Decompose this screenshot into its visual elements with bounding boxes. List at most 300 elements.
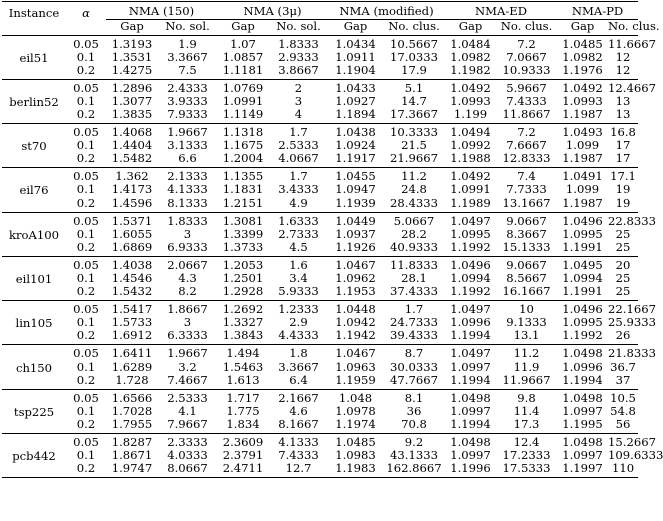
table-cell: 1.2004: [222, 151, 264, 166]
table-cell: 5.1: [383, 79, 445, 95]
table-cell: 1.8671: [111, 448, 153, 463]
table-cell: 7.9333: [167, 106, 208, 121]
alpha-value: 0.1: [76, 359, 96, 374]
table-cell: 5.9333: [278, 284, 319, 299]
table-cell: 1.0498: [557, 389, 608, 405]
table-cell: 1.3733: [222, 239, 264, 254]
table-cell: 1.0995: [562, 226, 603, 241]
table-cell: 16.8: [608, 124, 638, 140]
table-cell: 4.6: [289, 403, 308, 418]
table-cell: 1.2151: [222, 195, 264, 210]
table-cell: 1.1992: [562, 328, 603, 343]
table-cell: 1.728: [115, 372, 149, 387]
table-cell: 1.7: [383, 301, 445, 317]
table-cell: 12: [615, 62, 631, 77]
alpha-header: α: [66, 2, 106, 36]
table-cell: 1.0927: [335, 93, 376, 108]
table-cell: 1.6566: [106, 389, 158, 405]
table-cell: 1.7955: [111, 416, 153, 431]
table-cell: 1.0434: [335, 36, 376, 51]
table-cell: 1.1988: [450, 151, 491, 166]
table-cell: 9.1333: [506, 315, 547, 330]
table-cell: 3.9333: [167, 93, 208, 108]
table-cell: 13: [615, 93, 631, 108]
table-cell: 1.0937: [335, 226, 376, 241]
table-cell: 1.3077: [111, 93, 153, 108]
table-row: [2, 212, 638, 228]
table-cell: 4.4333: [278, 328, 319, 343]
alpha-value: 0.05: [66, 212, 106, 228]
results-table: [2, 1, 663, 478]
table-cell: 2.0667: [158, 256, 217, 272]
table-cell: 1.5417: [106, 301, 158, 317]
table-cell: 1.0497: [445, 301, 496, 317]
alpha-value: 0.2: [76, 239, 96, 254]
table-cell: 1.6289: [111, 359, 153, 374]
table-cell: 1.0449: [328, 212, 383, 228]
table-cell: 21.9667: [390, 151, 438, 166]
table-cell: 1.0498: [445, 389, 496, 405]
table-cell: 1.1995: [562, 416, 603, 431]
table-cell: 1.0982: [450, 49, 491, 64]
table-cell: 2.3609: [217, 434, 269, 450]
table-cell: 1.0484: [450, 36, 491, 51]
table-cell: 1.4546: [111, 271, 153, 285]
table-row: [2, 418, 638, 434]
table-cell: 2.9333: [278, 49, 319, 64]
table-cell: 10.5: [608, 389, 638, 405]
table-cell: 1.7: [269, 168, 328, 184]
table-cell: 1.1994: [562, 372, 603, 387]
table-cell: 1.1991: [562, 284, 603, 299]
table-row: [2, 361, 638, 374]
table-cell: 15.1333: [502, 239, 551, 254]
group-header-nma-ed: NMA-ED: [445, 2, 557, 20]
table-cell: 1.362: [106, 168, 158, 184]
table-cell: 2.4333: [158, 79, 217, 95]
table-cell: 1.1904: [335, 62, 376, 77]
alpha-value: 0.1: [76, 49, 96, 64]
instance-name: eil101: [2, 256, 66, 300]
table-cell: 8.1333: [167, 195, 208, 210]
table-cell: 8.5667: [506, 271, 547, 285]
table-cell: 28.4333: [390, 195, 438, 210]
alpha-value: 0.05: [66, 345, 106, 361]
table-cell: 1.4038: [106, 256, 158, 272]
table-cell: 1.6: [269, 256, 328, 272]
table-cell: 17: [615, 138, 631, 153]
table-cell: 17.9: [401, 62, 427, 77]
table-cell: 1.0497: [445, 212, 496, 228]
table-cell: 1.494: [217, 345, 269, 361]
table-cell: 1.0498: [557, 345, 608, 361]
sub-header: No. clus.: [388, 19, 440, 33]
instance-header: Instance: [2, 2, 66, 36]
alpha-value: 0.05: [66, 168, 106, 184]
table-cell: 1.4596: [111, 195, 153, 210]
table-cell: 1.0991: [222, 93, 264, 108]
table-cell: 1.1926: [335, 239, 376, 254]
table-row: [2, 168, 638, 184]
table-cell: 3.4333: [278, 182, 319, 197]
table-cell: 1.0467: [328, 345, 383, 361]
table-cell: 3.4: [289, 271, 308, 285]
table-cell: 25: [615, 271, 631, 285]
table-cell: 15.2667: [608, 435, 656, 450]
table-cell: 1.3843: [222, 328, 264, 343]
table-row: [2, 241, 638, 257]
instance-name: lin105: [2, 301, 66, 345]
table-cell: 2.5333: [158, 389, 217, 405]
alpha-value: 0.2: [76, 461, 96, 476]
table-cell: 1.07: [230, 36, 256, 51]
table-row: [2, 256, 638, 272]
table-cell: 7.6667: [506, 138, 547, 153]
table-cell: 56: [615, 416, 631, 431]
table-row: [2, 51, 638, 64]
table-cell: 28.2: [401, 226, 427, 241]
table-cell: 9.2: [383, 434, 445, 450]
table-cell: 47.7667: [390, 372, 438, 387]
table-cell: 1.0997: [450, 359, 491, 374]
table-cell: 1.0997: [450, 403, 491, 418]
table-row: [2, 152, 638, 168]
table-header: [2, 2, 660, 36]
table-cell: 1.0924: [335, 138, 376, 153]
alpha-value: 0.1: [76, 93, 96, 108]
table-cell: 1.3081: [217, 212, 269, 228]
table-cell: 4.1333: [269, 434, 328, 450]
table-cell: 1.1997: [562, 461, 603, 476]
table-cell: 1.6411: [106, 345, 158, 361]
table-cell: 6.9333: [167, 239, 208, 254]
table-row: [2, 108, 638, 124]
table-cell: 2.3791: [222, 448, 264, 463]
table-cell: 1.6055: [111, 226, 153, 241]
table-cell: 1.8: [269, 345, 328, 361]
table-cell: 1.1831: [222, 182, 264, 197]
table-cell: 1.1181: [222, 62, 264, 77]
table-cell: 1.0991: [450, 182, 491, 197]
table-row: [2, 183, 638, 196]
table-cell: 1.4404: [111, 138, 153, 153]
table-cell: 1.4068: [106, 124, 158, 140]
table-cell: 25: [615, 284, 631, 299]
table-cell: 6.4: [289, 372, 308, 387]
table-cell: 1.8667: [158, 301, 217, 317]
table-cell: 1.775: [226, 403, 260, 418]
alpha-value: 0.2: [76, 195, 96, 210]
table-cell: 1.0996: [450, 315, 491, 330]
table-cell: 1.2928: [222, 284, 264, 299]
table-cell: 54.8: [610, 403, 636, 418]
table-cell: 1.0495: [557, 256, 608, 272]
table-cell: 1.0995: [450, 226, 491, 241]
table-cell: 9.0667: [496, 256, 557, 272]
table-cell: 11.2: [496, 345, 557, 361]
table-cell: 1.0485: [328, 434, 383, 450]
alpha-value: 0.05: [66, 434, 106, 450]
table-cell: 1.0857: [222, 49, 264, 64]
table-cell: 1.0911: [335, 49, 376, 64]
table-cell: 30.0333: [390, 359, 438, 374]
table-cell: 8.2: [178, 284, 197, 299]
table-cell: 7.7333: [506, 182, 547, 197]
table-cell: 1.1982: [450, 62, 491, 77]
table-cell: 1.0995: [562, 315, 603, 330]
table-row: [2, 329, 638, 345]
table-cell: 6.6: [178, 151, 197, 166]
alpha-value: 0.2: [76, 284, 96, 299]
table-cell: 1.6869: [111, 239, 153, 254]
table-cell: 22.8333: [608, 213, 656, 228]
table-cell: 19: [615, 195, 631, 210]
table-cell: 1.0485: [562, 36, 603, 51]
table-cell: 8.1667: [278, 416, 319, 431]
table-cell: 1.6912: [111, 328, 153, 343]
table-cell: 4.5: [289, 239, 308, 254]
table-cell: 2.4711: [222, 461, 264, 476]
table-cell: 13.1667: [502, 195, 551, 210]
table-cell: 8.0667: [167, 461, 208, 476]
table-cell: 4.0333: [167, 448, 208, 463]
table-cell: 17.0333: [390, 49, 438, 64]
table-cell: 25: [615, 226, 631, 241]
table-cell: 11.6667: [608, 36, 656, 51]
table-row: [2, 64, 638, 80]
table-cell: 2.7333: [278, 226, 319, 241]
table-cell: 11.8333: [383, 256, 445, 272]
sub-header: Gap: [343, 19, 368, 33]
table-cell: 26: [615, 328, 631, 343]
table-cell: 1.4275: [111, 62, 153, 77]
table-cell: 7.4333: [506, 93, 547, 108]
table-cell: 1.5371: [106, 212, 158, 228]
table-cell: 1.1994: [450, 328, 491, 343]
alpha-value: 0.1: [76, 138, 96, 153]
table-cell: 1.0993: [450, 93, 491, 108]
table-cell: 1.8333: [278, 36, 319, 51]
table-cell: 1.717: [217, 389, 269, 405]
table-cell: 3.8667: [278, 62, 319, 77]
sub-header: No. sol.: [165, 19, 210, 33]
table-cell: 4.1: [178, 403, 197, 418]
table-cell: 1.0438: [328, 124, 383, 140]
table-cell: 4.3: [178, 271, 197, 285]
table-cell: 11.4: [513, 403, 540, 418]
table-cell: 2.3333: [158, 434, 217, 450]
group-header-nma150: NMA (150): [106, 2, 217, 20]
table-cell: 1.0496: [445, 256, 496, 272]
table-row: [2, 79, 638, 95]
table-cell: 17.3: [513, 416, 540, 431]
table-cell: 1.1974: [335, 416, 376, 431]
table-cell: 20: [608, 256, 638, 272]
table-cell: 2: [269, 79, 328, 95]
table-cell: 36: [406, 403, 422, 418]
table-row: [2, 462, 638, 478]
table-cell: 1.0498: [445, 434, 496, 450]
group-header-nma3mu: NMA (3μ): [217, 2, 328, 20]
table-row: [2, 405, 638, 418]
table-cell: 1.0496: [557, 212, 608, 228]
table-row: [2, 374, 638, 390]
table-cell: 1.0455: [328, 168, 383, 184]
table-cell: 1.0433: [328, 79, 383, 95]
table-row: [2, 197, 638, 213]
table-cell: 19: [615, 182, 631, 197]
sub-header: Gap: [120, 19, 144, 33]
table-cell: 37: [615, 372, 631, 387]
table-cell: 3: [183, 315, 192, 330]
alpha-value: 0.1: [76, 315, 96, 330]
table-cell: 2.1667: [269, 389, 328, 405]
alpha-value: 0.05: [66, 389, 106, 405]
table-cell: 1.9747: [111, 461, 153, 476]
table-cell: 17.2333: [502, 448, 551, 463]
instance-name: eil76: [2, 168, 66, 212]
table-row: [2, 228, 638, 241]
table-cell: 2.5333: [278, 138, 319, 153]
table-cell: 1.4173: [111, 182, 153, 197]
table-cell: 17.3667: [390, 106, 438, 121]
table-cell: 3.2: [178, 359, 197, 374]
table-row: [2, 316, 638, 329]
table-cell: 1.1987: [562, 106, 603, 121]
table-cell: 11.9667: [502, 372, 551, 387]
table-cell: 21.5: [401, 138, 427, 153]
table-cell: 10.9333: [502, 62, 551, 77]
table-cell: 1.199: [453, 106, 488, 121]
table-cell: 1.1917: [335, 151, 376, 166]
table-cell: 2.1333: [158, 168, 217, 184]
table-cell: 1.3531: [111, 49, 153, 64]
sub-header: No. clus.: [500, 19, 553, 33]
table-cell: 1.0494: [445, 124, 496, 140]
alpha-value: 0.05: [73, 36, 99, 51]
instance-name: ch150: [2, 345, 66, 389]
table-cell: 1.0996: [562, 359, 603, 374]
table-cell: 1.2692: [217, 301, 269, 317]
table-cell: 1.0947: [335, 182, 376, 197]
table-cell: 1.1953: [335, 284, 376, 299]
table-cell: 1.1939: [335, 195, 376, 210]
table-cell: 1.2333: [269, 301, 328, 317]
table-cell: 5.0667: [383, 212, 445, 228]
alpha-value: 0.1: [76, 403, 96, 418]
table-cell: 1.613: [226, 372, 260, 387]
table-cell: 17: [615, 151, 631, 166]
table-cell: 12: [615, 49, 631, 64]
table-cell: 1.1942: [335, 328, 376, 343]
table-cell: 1.1992: [450, 239, 491, 254]
table-cell: 1.099: [565, 138, 600, 153]
table-cell: 1.0992: [450, 138, 491, 153]
table-cell: 1.9667: [158, 345, 217, 361]
table-cell: 1.7028: [111, 403, 153, 418]
table-cell: 1.0448: [328, 301, 383, 317]
table-cell: 13.1: [513, 328, 540, 343]
table-body: [2, 35, 663, 478]
table-cell: 1.1996: [450, 461, 491, 476]
table-cell: 16.1667: [502, 284, 551, 299]
table-cell: 1.1992: [450, 284, 491, 299]
table-cell: 1.1983: [335, 461, 376, 476]
table-cell: 1.048: [328, 389, 383, 405]
table-cell: 1.0997: [562, 403, 603, 418]
table-cell: 1.1318: [217, 124, 269, 140]
sub-header: No. clus.: [608, 19, 660, 33]
table-cell: 37.4333: [390, 284, 438, 299]
table-cell: 1.1994: [450, 416, 491, 431]
table-cell: 8.3667: [506, 226, 547, 241]
table-cell: 3: [294, 93, 303, 108]
table-cell: 110: [611, 461, 635, 476]
table-cell: 7.4: [496, 168, 557, 184]
alpha-value: 0.1: [76, 182, 96, 197]
table-cell: 1.0983: [335, 448, 376, 463]
sub-header: Gap: [458, 19, 483, 33]
table-cell: 3.3667: [278, 359, 319, 374]
table-row: [2, 301, 638, 317]
table-cell: 21.8333: [608, 346, 656, 361]
group-header-nma-modified: NMA (modified): [328, 2, 445, 20]
alpha-value: 0.2: [76, 106, 96, 121]
table-cell: 36.7: [610, 359, 636, 374]
table-cell: 1.1991: [562, 239, 603, 254]
group-header-nma-pd: NMA-PD: [557, 2, 638, 20]
table-cell: 1.7: [269, 124, 328, 140]
table-cell: 7.4667: [167, 372, 208, 387]
table-cell: 12.4667: [608, 80, 656, 95]
table-cell: 9.0667: [496, 212, 557, 228]
alpha-value: 0.1: [76, 226, 96, 241]
table-cell: 1.1976: [562, 62, 603, 77]
table-cell: 1.5733: [111, 315, 153, 330]
table-cell: 7.5: [178, 62, 197, 77]
table-cell: 7.2: [517, 36, 536, 51]
table-cell: 1.3399: [222, 226, 264, 241]
table-cell: 7.4333: [278, 448, 319, 463]
table-cell: 1.0997: [562, 448, 603, 463]
table-cell: 1.5463: [222, 359, 264, 374]
table-cell: 1.5432: [111, 284, 153, 299]
sub-header: Gap: [570, 19, 595, 33]
table-cell: 7.2: [496, 124, 557, 140]
table-cell: 1.0769: [217, 79, 269, 95]
alpha-value: 0.2: [76, 416, 96, 431]
instance-name: eil51: [19, 50, 49, 65]
table-cell: 9.8: [496, 389, 557, 405]
table-cell: 7.9667: [167, 416, 208, 431]
table-cell: 11.8667: [502, 106, 551, 121]
table-cell: 1.1959: [335, 372, 376, 387]
table-cell: 1.0467: [328, 256, 383, 272]
table-cell: 12.4: [496, 434, 557, 450]
table-cell: 17.5333: [502, 461, 551, 476]
table-cell: 1.0994: [450, 271, 491, 285]
table-cell: 5.9667: [496, 79, 557, 95]
table-cell: 8.7: [383, 345, 445, 361]
alpha-value: 0.1: [76, 271, 96, 285]
table-cell: 1.0963: [335, 359, 376, 374]
alpha-value: 0.2: [76, 328, 96, 343]
alpha-value: 0.05: [66, 301, 106, 317]
table-cell: 1.0492: [445, 79, 496, 95]
table-cell: 1.3327: [222, 315, 264, 330]
table-cell: 39.4333: [390, 328, 438, 343]
table-cell: 1.1987: [562, 151, 603, 166]
